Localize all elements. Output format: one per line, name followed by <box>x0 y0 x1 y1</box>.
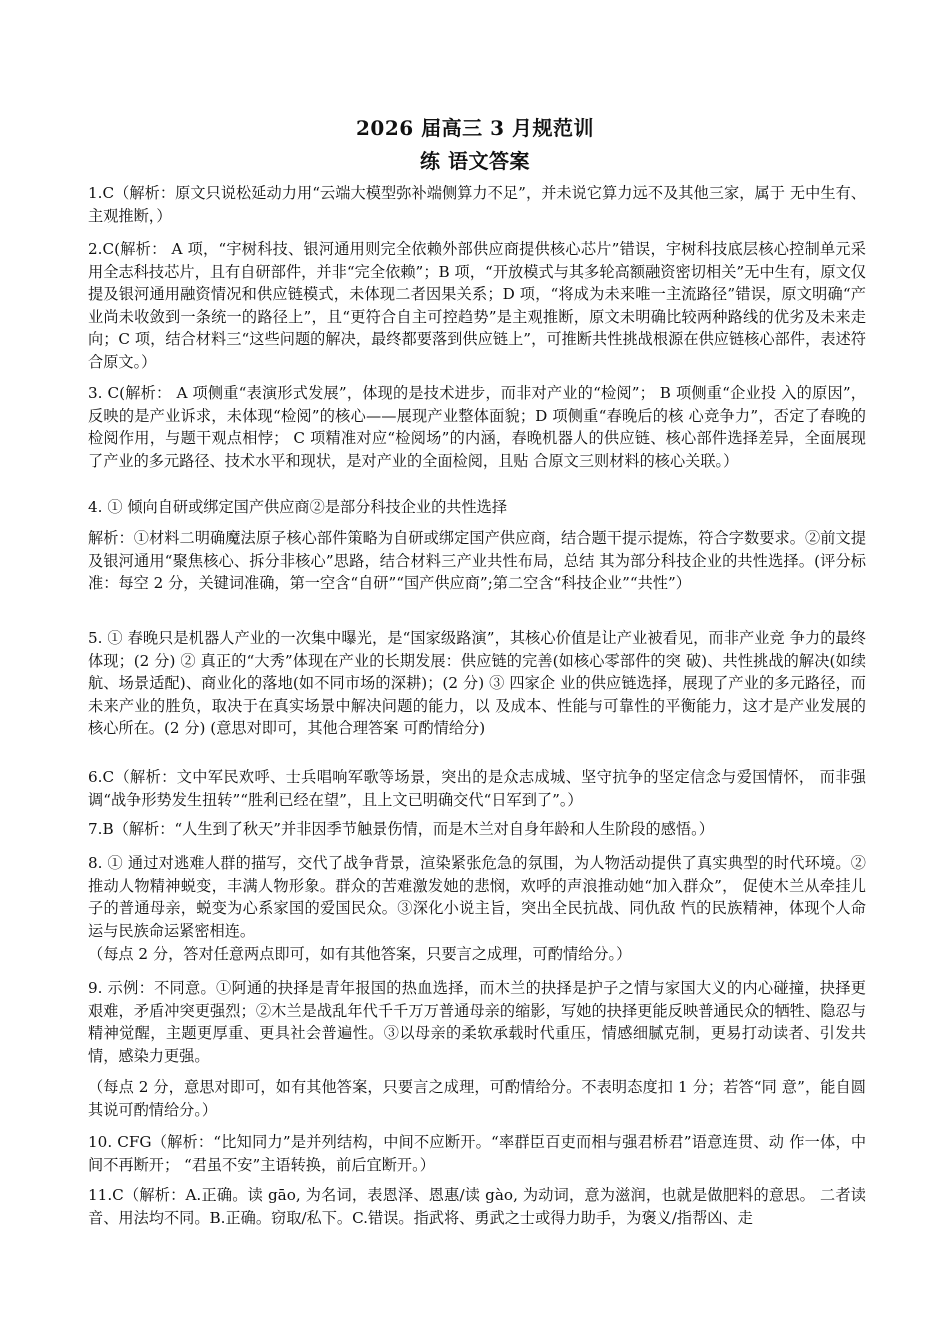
answer-q7: 7.B（解析：“人生到了秋天”并非因季节触景伤情，而是木兰对自身年龄和人生阶段的感悟。） <box>88 820 714 838</box>
answer-q1: 1.C（解析：原文只说松延动力用“云端大模型弥补端侧算力不足”，并未说它算力远不及其他三家，属于 无中生有、主观推断，） <box>88 184 866 225</box>
answer-q11: 11.C（解析：A.正确。读 gāo, 为名词，表恩泽、恩惠/读 gào, 为动词，意为滋润，也就是做肥料的意思。 二者读音、用法均不同。B.正确。窃取/私下。C.错误。指武将、勇武之士或得力助手，为褒义/指帮凶、走 <box>88 1186 866 1227</box>
answer-q3: 3. C(解析： A 项侧重“表演形式发展”，体现的是技术进步，而非对产业的“检阅”； B 项侧重“企业投 入的原因”，反映的是产业诉求，未体现“检阅”的核心——展现产业整体面貌；D 项侧重“春晚后的核 心竞争力”，否定了春晚的检阅作用，与题干观点相悖； C 项精准对应“检阅场”的内涵，春晚机器人的供应链、核心部件选择差异，全面展现了产业的多元路径、技术水平和现状，是对产业的全面检阅，且贴 合原文三则材料的核心关联。） <box>88 384 866 470</box>
answer-q9-scoring: （每点 2 分，意思对即可，如有其他答案，只要言之成理，可酌情给分。不表明态度扣 1 分；若答“同 意”，能自圆其说可酌情给分。） <box>88 1078 866 1119</box>
answer-q2: 2.C(解析： A 项，“宇树科技、银河通用则完全依赖外部供应商提供核心芯片”错误，宇树科技底层核心控制单元采用全志科技芯片，且有自研部件，并非“完全依赖”；B 项，“开放模式与其多轮高额融资密切相关”无中生有，原文仅提及银河通用融资情况和供应链模式，未体现二者因果关系；D 项，“将成为未来唯一主流路径”错误，原文明确“产业尚未收敛到一条统一的路径上”，且“更符合自主可控趋势”是主观推断，原文未明确比较两种路线的优劣及未来走向；C 项，结合材料三“这些问题的解决，最终都要落到供应链上”，可推断共性挑战根源在供应链核心部件，表述符合原文。） <box>88 240 866 371</box>
answer-q8: 8. ① 通过对逃难人群的描写，交代了战争背景，渲染紧张危急的氛围，为人物活动提供了真实典型的时代环境。②推动人物精神蜕变，丰满人物形象。群众的苦难激发她的悲悯，欢呼的声浪推动她“加入群众”， 促使木兰从牵挂儿子的普通母亲，蜕变为心系家国的爱国民众。③深化小说主旨，突出全民抗战、同仇敌 忾的民族精神，体现个人命运与民族命运紧密相连。 <box>88 854 866 940</box>
answer-q5: 5. ① 春晚只是机器人产业的一次集中曝光，是“国家级路演”，其核心价值是让产业被看见，而非产业竞 争力的最终体现；(2 分) ② 真正的“大秀”体现在产业的长期发展：供应链的完善(如核心零部件的突 破)、共性挑战的解决(如续航、场景适配)、商业化的落地(如不同市场的深耕)；(2 分) ③ 四家企 业的供应链选择，展现了产业的多元路径，而未来产业的胜负，取决于在真实场景中解决问题的能力，以 及成本、性能与可靠性的平衡能力，这才是产业发展的核心所在。(2 分) (意思对即可，其他合理答案 可酌情给分) <box>88 629 866 737</box>
answer-q4: 4. ① 倾向自研或绑定国产供应商②是部分科技企业的共性选择 <box>88 498 508 516</box>
answer-q4-explanation: 解析：①材料二明确魔法原子核心部件策略为自研或绑定国产供应商，结合题干提示提炼，符合字数要求。②前文提及银河通用“聚焦核心、拆分非核心”思路，结合材料三产业共性布局，总结 其为部分科技企业的共性选择。(评分标准：每空 2 分，关键词准确，第一空含“自研”“国产供应商”;第二空含“科技企业”“共性”） <box>88 529 866 592</box>
answer-q9: 9. 示例：不同意。①阿通的抉择是青年报国的热血选择，而木兰的抉择是护子之情与家国大义的内心碰撞，抉择更艰难，矛盾冲突更强烈；②木兰是战乱年代千千万万普通母亲的缩影，写她的抉择更能反映普通民众的牺牲、隐忍与精神觉醒，主题更厚重、更具社会普遍性。③以母亲的柔软承载时代重压，情感细腻克制，更易打动读者、引发共情，感染力更强。 <box>88 979 866 1065</box>
answer-q10: 10. CFG（解析：“比知同力”是并列结构，中间不应断开。“率群臣百吏而相与强君桥君”语意连贯、动 作一体，中间不再断开； “君虽不安”主语转换，前后宜断开。） <box>88 1133 867 1174</box>
page-title-line-1: 2026 届高三 3 月规范训 <box>356 116 594 140</box>
page-title-line-2: 练 语文答案 <box>420 149 530 173</box>
answer-q8-scoring: （每点 2 分，答对任意两点即可，如有其他答案，只要言之成理，可酌情给分。） <box>88 945 632 963</box>
answer-q6: 6.C（解析：文中军民欢呼、士兵唱响军歌等场景，突出的是众志成城、坚守抗争的坚定信念与爱国情怀， 而非强调“战争形势发生扭转”“胜利已经在望”，且上文已明确交代“日军到了”。） <box>88 768 866 809</box>
